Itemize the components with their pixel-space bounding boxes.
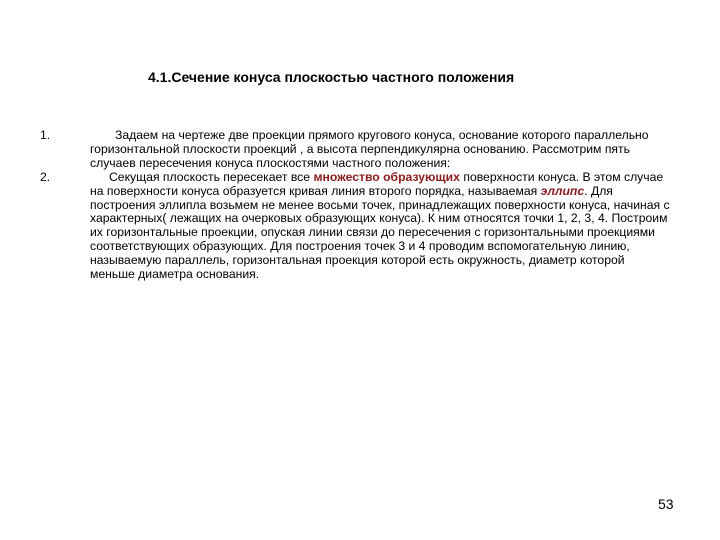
list-item-1 — [40, 129, 680, 171]
item-2-text-a: Секущая плоскость пересекает все — [109, 169, 314, 184]
slide-title: 4.1.Сечение конуса плоскостью частного положения — [148, 69, 515, 85]
list-number-2: 2. — [40, 169, 51, 184]
highlight-ellipse: эллипс — [537, 183, 585, 198]
list-item-2 — [40, 171, 680, 282]
highlight-generatrices: множество образующих — [313, 169, 460, 184]
item-2-text-c: . Для построения эллипла возьмем не менее восьми точек, принадлежащих поверхности конуса, начиная с характерных( лежащих на очерковых образующих конуса). К ним относятся точки 1, 2, 3, 4. Построим их горизонтальные проекции, опуская линии связи до пересечения с горизонтальными проекциями соответствующих образующих. Для построения точек 3 и 4 проводим вспомогательную линию, называемую параллель, горизонтальная проекция которой есть окружность, диаметр которой меньше диаметра основания. — [90, 183, 670, 282]
page-number: 53 — [658, 496, 674, 512]
list-text-1 — [90, 129, 670, 171]
item-1-text: Задаем на чертеже две проекции прямого кругового конуса, основание которого параллельно горизонтальной плоскости проекций , а высота перпендикулярна основанию. Рассмотрим пять случаев пересечения конуса плоскостями частного положения: — [90, 128, 649, 170]
numbered-list — [40, 129, 680, 282]
item-2-text-b: поверхности конуса. В этом случае на поверхности конуса образуется кривая линия второго порядка, называемая — [90, 169, 664, 198]
list-number-1: 1. — [40, 128, 51, 142]
list-text-2 — [90, 171, 670, 282]
